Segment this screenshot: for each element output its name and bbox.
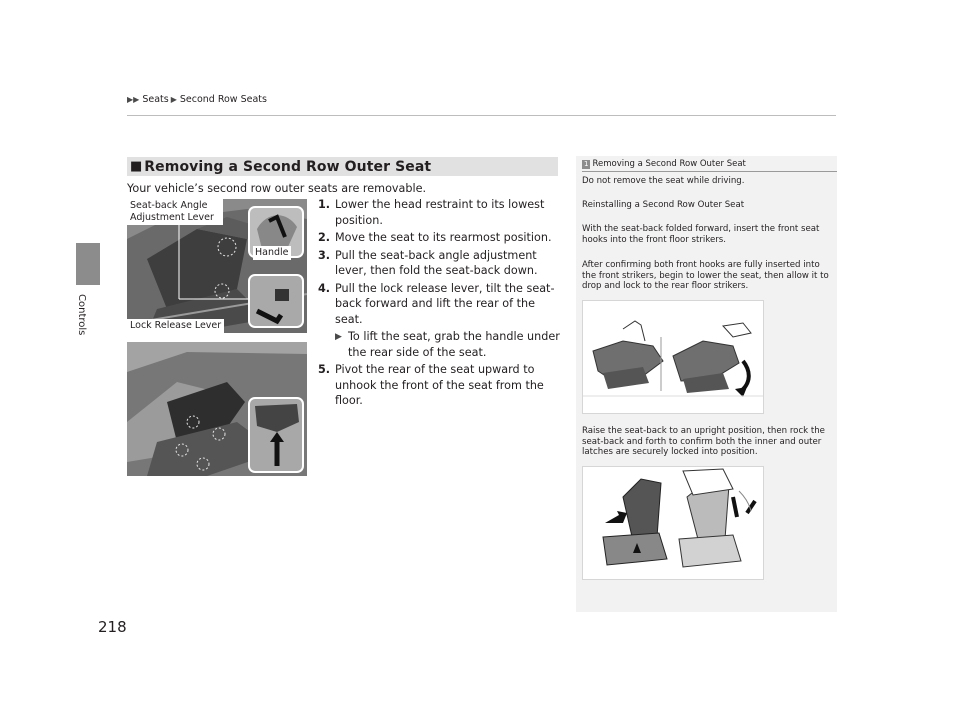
seat-pivot-drawing — [127, 342, 307, 476]
seat-latch-illustration — [582, 466, 764, 580]
step-number: 1. — [318, 198, 331, 211]
step-text: Pull the seat-back angle adjustment lever, then fold the seat-back down. — [335, 248, 538, 277]
note-marker-icon: 1 — [584, 159, 589, 168]
step-number: 5. — [318, 363, 331, 376]
chapter-tab[interactable] — [76, 243, 100, 285]
sidebar-notes — [576, 156, 837, 612]
breadcrumb — [127, 94, 267, 105]
step-text: Pull the lock release lever, tilt the seat-back forward and lift the rear of the seat. — [335, 281, 555, 326]
sidebar-heading-text: Removing a Second Row Outer Seat — [592, 159, 746, 169]
seat-reinstall-illustration — [582, 300, 764, 414]
step-item — [318, 281, 563, 328]
callout-handle: Handle — [255, 247, 289, 258]
step-text: Pivot the rear of the seat upward to unhook the front of the seat from the floor. — [335, 363, 544, 407]
sidebar-note: With the seat-back folded forward, insert the front seat hooks into the front floor strikers. — [582, 224, 820, 245]
step-number: 2. — [318, 231, 331, 244]
callout-angle-lever: Seat-back Angle Adjustment Lever — [127, 199, 223, 225]
breadcrumb-arrow-icon: ▶▶ — [127, 95, 140, 104]
subnote-text: To lift the seat, grab the handle under the rear side of the seat. — [348, 330, 560, 359]
step-item — [318, 362, 563, 409]
chapter-tab-label: Controls — [76, 294, 87, 336]
breadcrumb-item-seats[interactable]: Seats — [142, 94, 169, 105]
step-text: Lower the head restraint to its lowest position. — [335, 198, 545, 227]
step-number: 3. — [318, 248, 331, 262]
step-text: Move the seat to its rearmost position. — [335, 231, 552, 244]
sidebar-divider — [582, 171, 837, 172]
section-square-icon: ■ — [130, 159, 143, 174]
seat-latch-drawing — [583, 467, 764, 580]
step-item — [318, 248, 563, 279]
seat-lever-illustration — [127, 199, 307, 333]
seat-pivot-illustration — [127, 342, 307, 476]
breadcrumb-arrow-icon: ▶ — [170, 95, 177, 104]
section-heading — [127, 157, 558, 176]
step-item — [318, 197, 563, 228]
step-number: 4. — [318, 281, 331, 295]
sidebar-heading — [582, 159, 746, 169]
step-list — [318, 197, 563, 411]
sidebar-note: Raise the seat-back to an upright position, then rock the seat-back and forth to confirm both the inner and outer latches are securely locked into position. — [582, 426, 825, 457]
intro-text: Your vehicle’s second row outer seats are removable. — [127, 182, 427, 195]
callout-lock-lever: Lock Release Lever — [127, 319, 224, 333]
subnote-arrow-icon: ▶ — [335, 332, 342, 342]
sidebar-subheading: Reinstalling a Second Row Outer Seat — [582, 200, 745, 210]
sidebar-note: After confirming both front hooks are fully inserted into the front strikers, begin to lower the seat, then allow it to drop and lock to the rear floor strikers. — [582, 260, 829, 291]
header-divider — [127, 115, 836, 116]
seat-reinstall-drawing — [583, 301, 764, 414]
step-item — [318, 230, 563, 246]
breadcrumb-item-second-row-seats[interactable]: Second Row Seats — [179, 94, 267, 105]
page-number: 218 — [98, 618, 127, 636]
section-title: Removing a Second Row Outer Seat — [144, 158, 432, 175]
sidebar-note: Do not remove the seat while driving. — [582, 176, 745, 186]
step-subnote — [335, 329, 563, 360]
